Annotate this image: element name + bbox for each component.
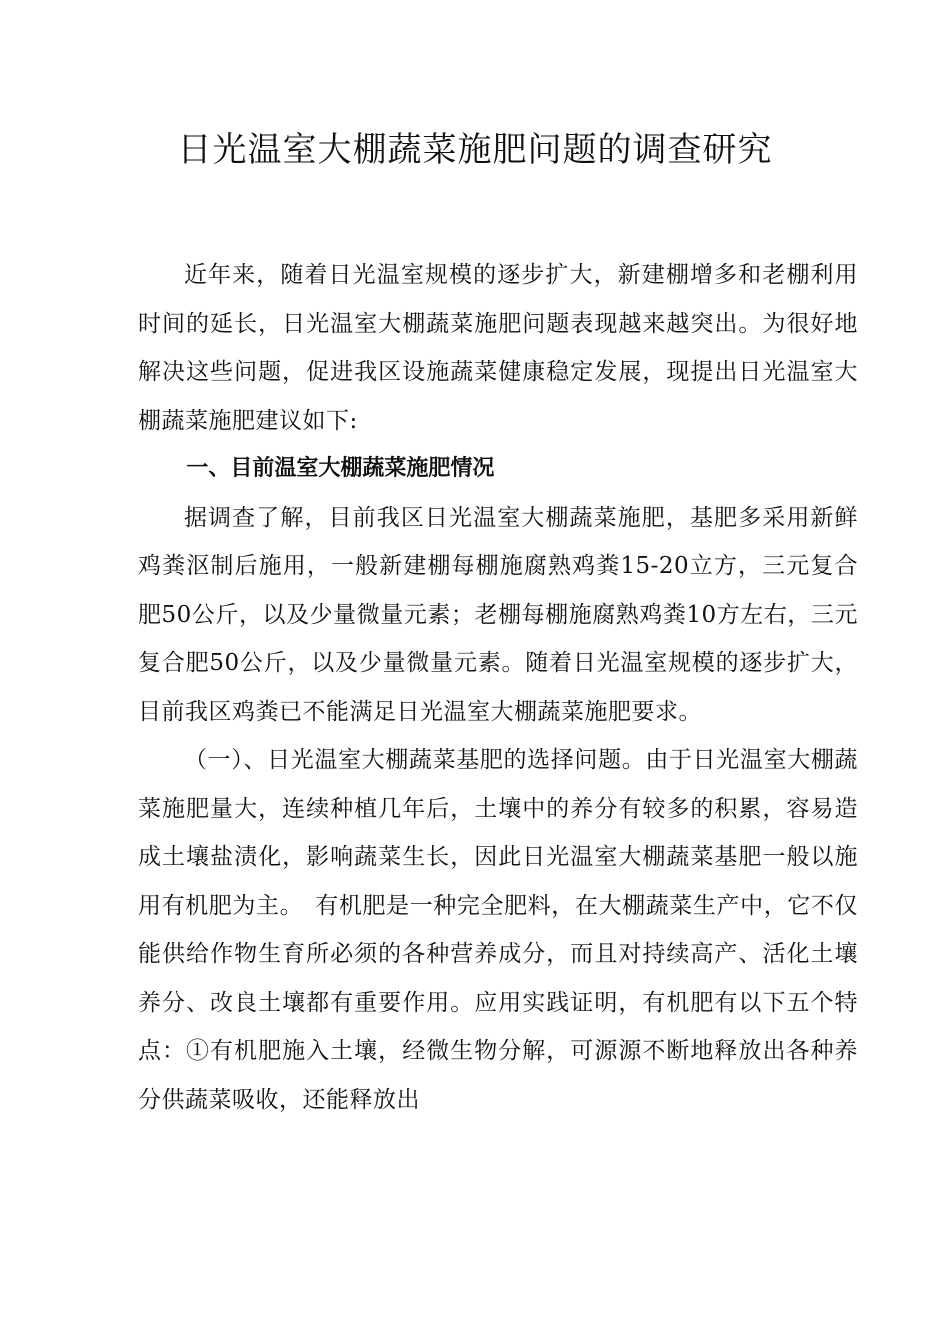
section-heading-1: 一、目前温室大棚蔬菜施肥情况 (186, 456, 495, 481)
document-title: 日光温室大棚蔬菜施肥问题的调查研究 (177, 130, 773, 170)
situation-paragraph: 据调查了解，目前我区日光温室大棚蔬菜施肥，基肥多采用新鲜鸡粪沤制后施用，一般新建棚每棚施腐熟鸡粪15-20立方，三元复合肥50公斤，以及少量微量元素；老棚每棚施腐熟鸡粪10方左右，三元复合肥50公斤，以及少量微量元素。随着日光温室规模的逐步扩大，目前我区鸡粪已不能满足日光温室大棚蔬菜施肥要求。 (138, 504, 858, 725)
base-fertilizer-paragraph: （一）、日光温室大棚蔬菜基肥的选择问题。由于日光温室大棚蔬菜施肥量大，连续种植几年后，土壤中的养分有较多的积累，容易造成土壤盐渍化，影响蔬菜生长，因此日光温室大棚蔬菜基肥一般以施用有机肥为主。 有机肥是一种完全肥料，在大棚蔬菜生产中，它不仅能供给作物生育所必须的各种营养成分，而且对持续高产、活化土壤养分、改良土壤都有重要作用。应用实践证明，有机肥有以下五个特点：①有机肥施入土壤，经微生物分解，可源源不断地释放出各种养分供蔬菜吸收，还能释放出 (138, 747, 858, 1113)
intro-paragraph: 近年来，随着日光温室规模的逐步扩大，新建棚增多和老棚利用时间的延长，日光温室大棚蔬菜施肥问题表现越来越突出。为很好地解决这些问题，促进我区设施蔬菜健康稳定发展，现提出日光温室大棚蔬菜施肥建议如下: (138, 262, 858, 434)
document-body (138, 251, 858, 1124)
